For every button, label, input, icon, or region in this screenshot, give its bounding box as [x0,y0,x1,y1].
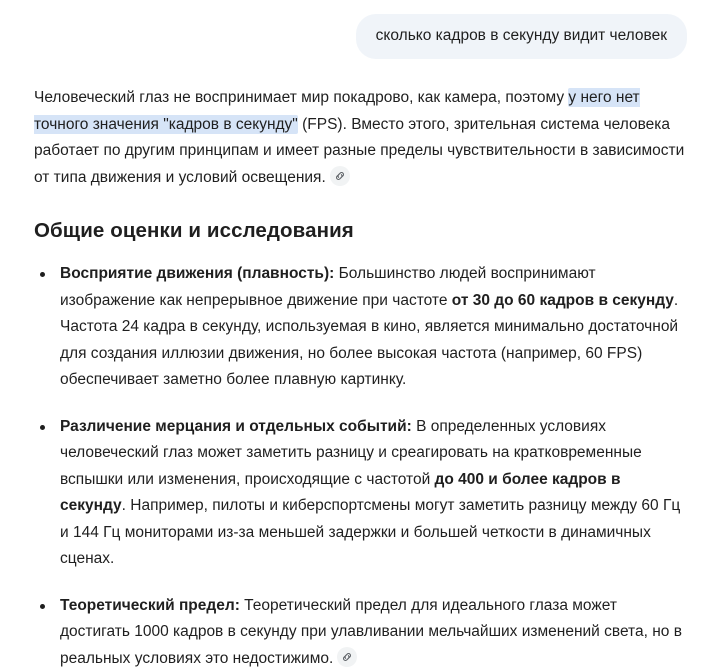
intro-paragraph [34,85,687,191]
bullet-text-1: Большинство людей воспринимают изображение как непрерывное движение при частоте [60,265,596,309]
bullet-list [34,261,687,672]
bullet-emphasis: от 30 до 60 кадров в секунду [452,292,674,309]
answer-body [34,85,687,672]
bullet-text-2: . Например, пилоты и киберспортсмены могут заметить разницу между 60 Гц и 144 Гц мониторами из-за меньшей задержки и большей четкости в динамичных сценах. [60,497,680,567]
bullet-text-2: . Частота 24 кадра в секунду, используемая в кино, является минимально достаточной для создания иллюзии движения, но более высокая частота (например, 60 FPS) обеспечивает заметно более плавную картинку. [60,292,678,389]
list-item [34,414,687,573]
link-icon[interactable] [330,166,350,186]
link-icon[interactable] [337,647,357,667]
bullet-text-1: Теоретический предел для идеального глаза может достигать 1000 кадров в секунду при улавливании мельчайших изменений света, но в реальных условиях это недостижимо. [60,597,682,667]
bullet-emphasis: до 400 и более кадров в секунду [60,471,621,515]
user-query-row [34,14,687,59]
intro-text-part1: Человеческий глаз не воспринимает мир покадрово, как камера, поэтому [34,89,568,106]
bullet-lead: Различение мерцания и отдельных событий: [60,418,412,435]
bullet-lead: Восприятие движения (плавность): [60,265,334,282]
section-title: Общие оценки и исследования [34,217,687,245]
bullet-lead: Теоретический предел: [60,597,240,614]
list-item [34,593,687,672]
list-item [34,261,687,394]
bullet-text-1: В определенных условиях человеческий глаз может заметить разницу и среагировать на кратковременные вспышки или изменения, происходящие с частотой [60,418,642,488]
user-query-bubble[interactable]: сколько кадров в секунду видит человек [356,14,687,59]
intro-highlight: у него нет точного значения "кадров в секунду" [34,88,640,134]
intro-text-part2: (FPS). Вместо этого, зрительная система человека работает по другим принципам и имеет разные пределы чувствительности в зависимости от типа движения и условий освещения. [34,116,684,186]
